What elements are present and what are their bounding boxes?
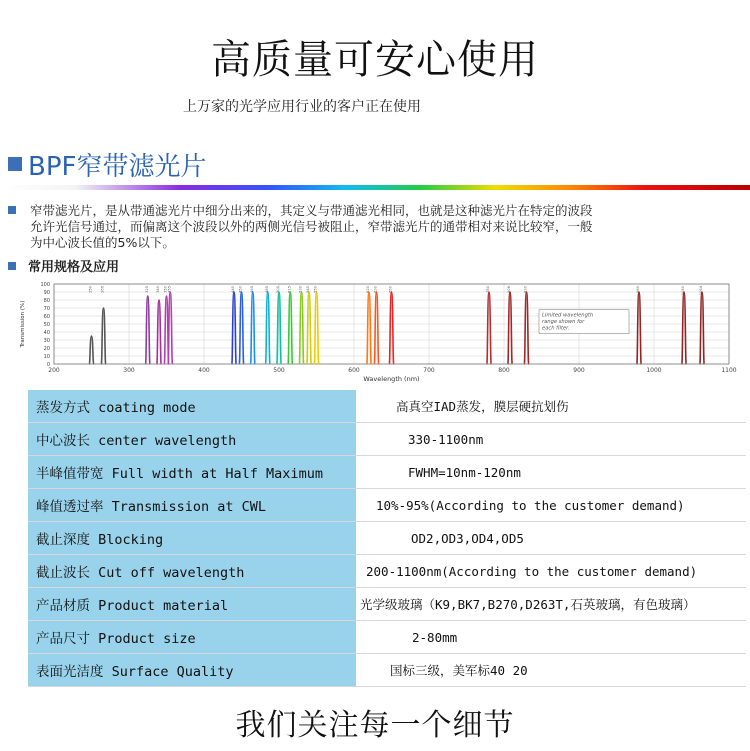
spec-value: 10%-95%(According to the customer demand) (356, 489, 746, 521)
series-peak-16 (367, 292, 371, 364)
series-peak-9 (251, 292, 255, 364)
peak-label-2: 266 (100, 286, 105, 293)
spec-value: 国标三级，美军标40 20 (356, 654, 746, 686)
series-peak-21 (524, 292, 528, 364)
peak-label-20: 808 (507, 286, 511, 293)
series-peak-15 (314, 292, 318, 364)
y-tick-label: 30 (43, 338, 50, 344)
series-peak-13 (299, 292, 303, 364)
spec-label: 中心波长 center wavelength (28, 423, 356, 455)
peak-label-3: 325 (144, 286, 149, 293)
spec-label: 截止波长 Cut off wavelength (28, 555, 356, 587)
peak-label-24: 1064 (699, 286, 703, 296)
y-tick-label: 70 (43, 306, 50, 312)
spec-label: 截止深度 Blocking (28, 522, 356, 554)
series-peak-19 (487, 292, 491, 364)
peak-label-22: 980 (636, 286, 640, 293)
peak-label-16: 620 (366, 286, 370, 293)
annotation-text: range shown for (542, 319, 585, 326)
y-tick-label: 80 (43, 298, 50, 304)
series-peak-20 (508, 292, 512, 364)
peak-label-14: 540 (306, 286, 310, 293)
peak-label-5: 350 (163, 286, 168, 293)
spec-row (28, 555, 746, 588)
x-tick-label: 200 (48, 367, 60, 374)
series-peak-12 (288, 292, 292, 364)
series-peak-24 (700, 292, 704, 364)
spec-row (28, 654, 746, 687)
x-tick-label: 500 (273, 367, 285, 374)
peak-label-13: 530 (298, 286, 303, 293)
spec-label: 产品尺寸 Product size (28, 621, 356, 653)
bullet-icon (8, 262, 16, 270)
peak-label-21: 830 (523, 286, 528, 293)
spec-value: 高真空IAD蒸发，膜层硬抗划伤 (356, 390, 746, 422)
peak-label-8: 450 (238, 286, 243, 293)
spec-label: 峰值透过率 Transmission at CWL (28, 489, 356, 521)
section-title: BPF窄带滤光片 (28, 151, 207, 182)
footer-slogan: 我们关注每一个细节 (235, 708, 515, 743)
applications-heading: 常用规格及应用 (8, 256, 119, 275)
y-tick-label: 40 (43, 330, 50, 336)
series-peak-3 (146, 296, 150, 364)
y-tick-label: 0 (46, 362, 50, 368)
spec-label: 半峰值带宽 Full width at Half Maximum (28, 456, 356, 488)
x-tick-label: 700 (423, 367, 435, 374)
x-axis-label: Wavelength (nm) (363, 375, 420, 383)
section-square-icon (8, 157, 22, 171)
peak-label-6: 355 (167, 286, 172, 293)
peak-label-1: 250 (88, 286, 93, 293)
series-peak-17 (374, 292, 378, 364)
series-peak-10 (266, 292, 270, 364)
spec-value: 2-80mm (356, 621, 746, 653)
x-tick-label: 900 (573, 367, 585, 374)
spec-row (28, 456, 746, 489)
y-tick-label: 10 (43, 354, 50, 360)
x-tick-label: 800 (498, 367, 510, 374)
spec-table (28, 390, 746, 687)
series-peak-22 (637, 292, 641, 364)
spec-value: 200-1100nm(According to the customer demand) (356, 555, 746, 587)
spec-label: 蒸发方式 coating mode (28, 390, 356, 422)
spec-row (28, 522, 746, 555)
spec-row (28, 588, 746, 621)
annotation-text: Limited wavelength (542, 312, 594, 319)
bullet-icon (8, 206, 16, 214)
spec-value: 330-1100nm (356, 423, 746, 455)
series-peak-23 (682, 292, 686, 364)
peak-label-11: 500 (276, 286, 280, 293)
spec-row (28, 489, 746, 522)
rainbow-divider (0, 185, 750, 190)
series-peak-18 (389, 292, 393, 364)
transmission-chart (14, 278, 744, 390)
y-tick-label: 100 (40, 282, 50, 288)
x-tick-label: 400 (198, 367, 210, 374)
peak-label-19: 780 (486, 286, 490, 293)
peak-label-17: 630 (373, 286, 378, 293)
spec-value: OD2,OD3,OD4,OD5 (356, 522, 746, 554)
x-tick-label: 1000 (646, 367, 662, 374)
y-axis-label: Transmission (%) (20, 300, 26, 348)
y-tick-label: 90 (43, 290, 50, 296)
description-line-2: 允许光信号通过，而偏离这个波段以外的两侧光信号被阻止，窄带滤光片的通带相对来说比较窄，一般 (30, 219, 593, 234)
x-tick-label: 300 (123, 367, 135, 374)
y-tick-label: 50 (43, 322, 50, 328)
section-header (8, 148, 206, 180)
description-line-1: 窄带滤光片，是从带通滤光片中细分出来的，其定义与带通滤光相同，也就是这种滤光片在特定的波段 (8, 203, 743, 219)
section-description (8, 203, 743, 251)
annotation-text: each filter. (542, 325, 570, 332)
description-line-3: 为中心波长值的5%以下。 (30, 235, 175, 250)
peak-label-9: 465 (249, 286, 254, 293)
peak-label-15: 550 (313, 286, 318, 293)
series-peak-2 (101, 308, 105, 364)
peak-label-12: 515 (287, 286, 292, 293)
y-tick-label: 20 (43, 346, 50, 352)
peak-label-7: 440 (231, 286, 235, 293)
spec-row (28, 423, 746, 456)
peak-label-23: 1040 (681, 286, 685, 296)
spec-label: 产品材质 Product material (28, 588, 356, 620)
series-peak-6 (168, 292, 172, 364)
peak-label-10: 485 (264, 286, 269, 293)
spec-value: FWHM=10nm-120nm (356, 456, 746, 488)
series-peak-14 (307, 292, 311, 364)
y-tick-label: 60 (43, 314, 50, 320)
spec-row (28, 390, 746, 423)
series-peak-7 (232, 292, 236, 364)
peak-label-4: 340 (156, 286, 160, 293)
spec-row (28, 621, 746, 654)
x-tick-label: 600 (348, 367, 360, 374)
spec-label: 表面光洁度 Surface Quality (28, 654, 356, 686)
peak-label-18: 650 (388, 286, 393, 293)
page-subtitle: 上万家的光学应用行业的客户正在使用 (183, 99, 421, 115)
page-title: 高质量可安心使用 (211, 37, 539, 83)
series-peak-8 (239, 292, 243, 364)
spec-value: 光学级玻璃（K9,BK7,B270,D263T,石英玻璃，有色玻璃） (356, 588, 746, 620)
x-tick-label: 1100 (721, 367, 737, 374)
